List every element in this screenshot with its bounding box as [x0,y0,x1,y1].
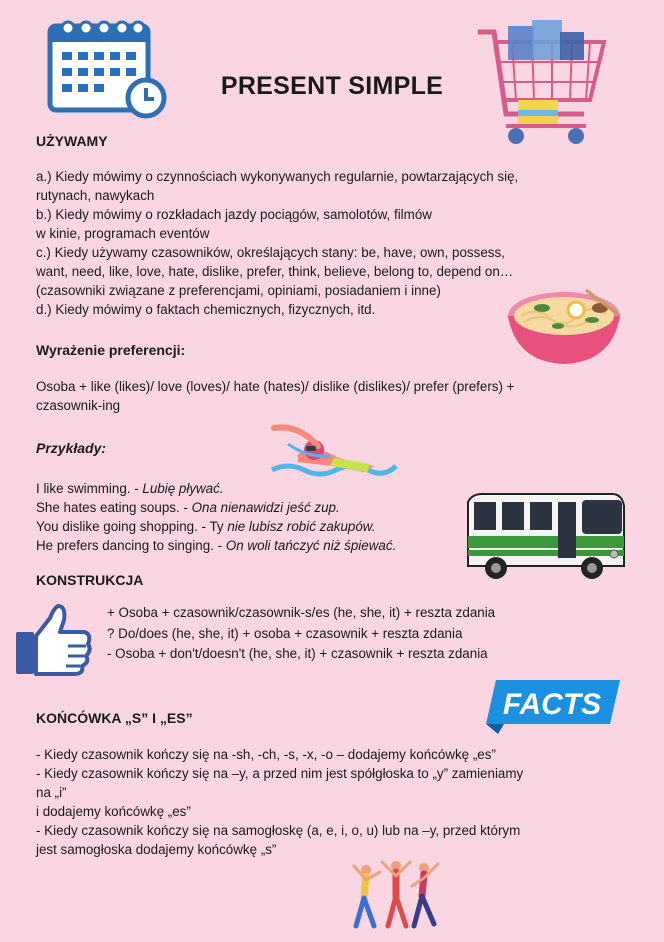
preferencje-line: czasownik-ing [36,398,121,413]
uzywamy-line: rutynach, nawykach [36,188,155,203]
example-line [36,498,476,517]
shopping-cart-icon [472,14,612,154]
koncowka-list [36,745,606,859]
example-en: She hates eating soups. - [36,500,192,515]
section-heading-koncowka: KOŃCÓWKA „S” I „ES” [36,710,193,726]
uzywamy-line: b.) Kiedy mówimy o rozkładach jazdy pociągów, samolotów, filmów [36,207,432,222]
facts-badge-text: FACTS [502,688,602,721]
example-en: You dislike going shopping. - Ty [36,519,228,534]
koncowka-line: na „i” [36,785,67,800]
preferencje-line: Osoba + like (likes)/ love (loves)/ hate (hates)/ dislike (dislikes)/ prefer (prefers) + [36,379,515,394]
konstrukcja-list [107,603,567,665]
koncowka-line: - Kiedy czasownik kończy się na –y, a przed nim jest spółgłoska to „y” zamieniamy [36,766,524,781]
konstrukcja-line-negative: - Osoba + don't/doesn't (he, she, it) + czasownik + reszta zdania [107,646,488,661]
bus-icon [462,488,628,584]
section-heading-przyklady: Przykłady: [36,440,107,456]
section-heading-uzywamy: UŻYWAMY [36,133,108,149]
example-pl: Ona nienawidzi jeść zup. [191,500,340,515]
uzywamy-line: d.) Kiedy mówimy o faktach chemicznych, fizycznych, itd. [36,302,376,317]
uzywamy-line: want, need, like, love, hate, dislike, prefer, think, believe, belong to, depend on… [36,264,514,279]
swimmer-icon [268,414,398,480]
uzywamy-line: (czasowniki związane z preferencjami, opiniami, posiadaniem i inne) [36,283,441,298]
page-title: PRESENT SIMPLE [220,72,444,100]
example-line [36,517,476,536]
thumbs-up-icon [14,602,92,678]
koncowka-line: jest samogłoska dodajemy końcówkę „s” [36,842,277,857]
koncowka-line: - Kiedy czasownik kończy się na samogłoskę (a, e, i, o, u) lub na –y, przed którym [36,823,521,838]
konstrukcja-line-question: ? Do/does (he, she, it) + osoba + czasownik + reszta zdania [107,625,463,641]
uzywamy-line: c.) Kiedy używamy czasowników, określających stany: be, have, own, possess, [36,245,505,260]
konstrukcja-line-affirmative: + Osoba + czasownik/czasownik-s/es (he, she, it) + reszta zdania [107,605,496,620]
preferencje-text [36,377,616,415]
facts-badge [486,674,622,736]
example-line [36,479,476,498]
example-pl: Lubię pływać. [142,481,224,496]
uzywamy-line: w kinie, programach eventów [36,226,210,241]
koncowka-line: i dodajemy końcówkę „es” [36,804,191,819]
uzywamy-line: a.) Kiedy mówimy o czynnościach wykonywanych regularnie, powtarzających się, [36,169,519,184]
section-heading-konstrukcja: KONSTRUKCJA [36,572,144,588]
example-pl: nie lubisz robić zakupów. [227,519,376,534]
section-heading-preferencje: Wyrażenie preferencji: [36,342,186,358]
koncowka-line: - Kiedy czasownik kończy się na -sh, -ch, -s, -x, -o – dodajemy końcówkę „es” [36,747,496,762]
dancers-icon [348,852,444,932]
example-line [36,536,476,555]
example-en: He prefers dancing to singing. - [36,538,226,553]
example-pl: On woli tańczyć niż śpiewać. [225,538,397,553]
example-en: I like swimming. - [36,481,143,496]
soup-bowl-icon [506,286,622,366]
calendar-icon [46,16,170,120]
przyklady-list [36,479,476,555]
